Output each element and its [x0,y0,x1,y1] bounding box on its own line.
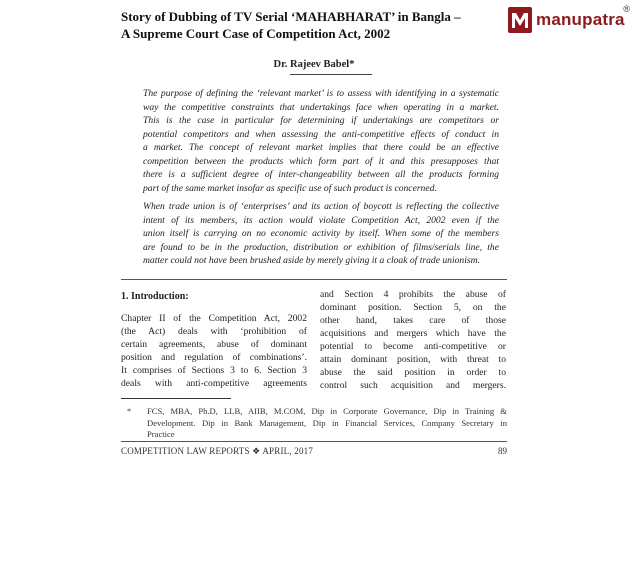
footnote-line: FCS, MBA, Ph.D, LLB, AIIB, M.COM, Dip in Corporate Governance, Dip in Training & [147,406,507,416]
body-line: deals with anti-competitive agreements [121,378,307,389]
registered-mark: ® [623,4,630,14]
abstract-line: union itself is carrying on no economic activity by itself. When some of the members [143,228,499,239]
footer-rule [121,441,507,442]
footnote [127,406,507,441]
body-line: position and regulation of combinations’. [121,352,307,363]
body-line: abuse the said position in order to [320,367,506,378]
body-line: potential to become anti-competitive or [320,341,506,352]
body-column-left [121,290,307,390]
abstract-divider [121,279,507,280]
abstract-line: When trade union is of ‘enterprises’ and its action of boycott is reflecting the collective [143,201,499,212]
body-line: and Section 4 prohibits the abuse of [320,289,506,300]
body-line: certain agreements, abuse of dominant [121,339,307,350]
running-footer: COMPETITION LAW REPORTS ❖ APRIL, 2017 [121,446,314,456]
logo-wordmark: manupatra [536,10,625,29]
page-number: 89 [498,446,507,456]
body-line: (the Act) deals with ‘prohibition of [121,326,307,337]
article-title [121,8,501,42]
footnote-mark: * [127,406,132,416]
abstract-line: are found to be in the production, distribution or exhibition of films/serials line, the [143,241,499,253]
manupatra-logo-icon [508,7,532,33]
abstract-line: This is the case in particular for determining if undertakings are competitors or [143,115,499,126]
footnote-line: Development. Dip in Bank Management, Dip in Financial Services, Company Secretary in [147,417,507,428]
abstract-line: matter could not have been brushed aside by merely giving it a cloak of trade unionism. [143,255,480,266]
abstract-line: there is a sufficient degree of inter-changeability between all the products forming [143,169,499,180]
body-line: acquisitions and mergers which have the [320,328,506,339]
abstract-line: part of the same market insofar as specific use of such product is concerned. [143,182,437,194]
body-line: other hand, takes care of those [320,315,506,326]
abstract-line: way the competitive constraints that undertakings face when operating in a market. [143,101,499,113]
abstract-line: intent of its members, its action would violate Competition Act, 2002 even if the [143,214,499,226]
body-line: Chapter II of the Competition Act, 2002 [121,313,307,324]
abstract-line: potential competitors and when assessing the anti-competitive effects of conduct in [143,128,499,140]
abstract-paragraph-2 [143,200,499,268]
footnote-line: Practice [147,429,175,439]
abstract-paragraph-1 [143,87,499,195]
author-underline [290,74,372,75]
footnote-text [147,406,507,441]
abstract-line: competition between the products which form part of it and this presupposes that [143,155,499,167]
abstract-line: The purpose of defining the ‘relevant market’ is to assess with identifying in a systematic [143,88,499,99]
body-line: control such acquisition and mergers. [320,380,506,391]
footnote-rule [121,398,231,399]
title-line-2: A Supreme Court Case of Competition Act, 2002 [121,26,391,41]
manupatra-logo[interactable] [508,6,632,34]
author-name: Dr. Rajeev Babel* [273,59,355,70]
abstract-line: a market. The concept of relevant market implies that there could be an effective [143,142,499,153]
section-heading: 1. Introduction: [121,291,189,302]
body-line: attain dominant position, with threat to [320,354,506,365]
body-line: dominant position. Section 5, on the [320,302,506,313]
body-column-right [320,288,506,392]
title-line-1: Story of Dubbing of TV Serial ‘MAHABHARAT’ in Bangla – [121,9,461,24]
body-line: It comprises of Sections 3 to 6. Section 3 [121,365,307,376]
